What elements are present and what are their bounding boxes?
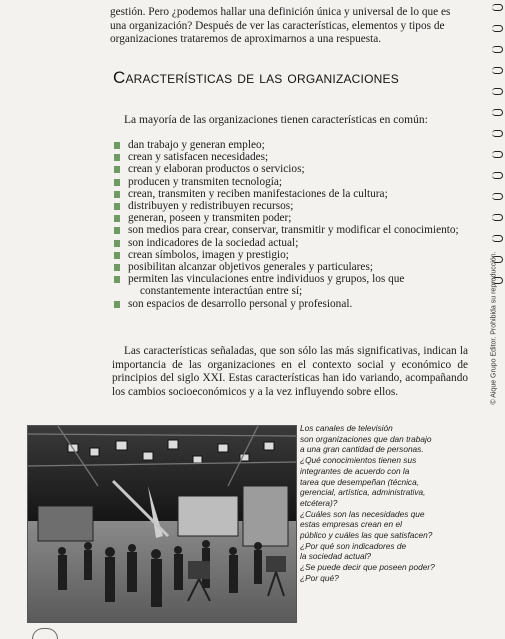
characteristic-item	[112, 261, 472, 273]
characteristic-item	[112, 212, 472, 224]
characteristic-text-continued: constantemente interactúan entre sí;	[140, 285, 303, 298]
bullet-square-icon	[114, 179, 120, 186]
characteristic-item	[112, 200, 472, 212]
caption-line: integrantes de acuerdo con la	[300, 465, 410, 476]
characteristic-text: crean y elaboran productos o servicios;	[128, 163, 305, 176]
binding-ring	[492, 214, 503, 221]
bullet-square-icon	[114, 252, 120, 259]
studio-photo-illustration	[28, 426, 296, 622]
characteristic-text: crean, transmiten y reciben manifestaciones de la cultura;	[128, 187, 388, 200]
television-studio-photo	[27, 425, 297, 623]
characteristic-item	[112, 249, 472, 261]
binding-ring	[492, 67, 503, 74]
characteristic-item	[112, 139, 472, 151]
characteristics-list	[112, 139, 472, 310]
binding-ring	[492, 172, 503, 179]
binding-ring	[492, 88, 503, 95]
characteristic-text: producen y transmiten tecnología;	[128, 175, 283, 188]
closing-paragraph: Las características señaladas, que son sólo las más significativas, indican la importancia de las organizaciones en el contexto social y económico de principios del siglo XXI. Estas características han ido variando, acompañando los cambios socioeconómicos y a la vez influyendo sobre ellos.	[112, 345, 468, 398]
copyright-text: © Aique Grupo Editor. Prohibida su reproducción.	[490, 250, 498, 405]
bullet-square-icon	[114, 191, 120, 198]
binding-ring	[492, 151, 503, 158]
characteristic-text: son espacios de desarrollo personal y profesional.	[128, 297, 353, 310]
binding-ring	[492, 130, 503, 137]
characteristic-text: son indicadores de la sociedad actual;	[128, 236, 299, 249]
section-heading: Características de las organizaciones	[113, 68, 399, 87]
bullet-square-icon	[114, 166, 120, 173]
bullet-square-icon	[114, 227, 120, 234]
characteristic-text: crean y satisfacen necesidades;	[128, 151, 269, 164]
characteristic-text: generan, poseen y transmiten poder;	[128, 212, 292, 225]
caption-line: gerencial, artística, administrativa,	[300, 487, 426, 498]
characteristic-text: posibilitan alcanzar objetivos generales y particulares;	[128, 261, 373, 274]
bullet-square-icon	[114, 264, 120, 271]
bullet-square-icon	[114, 215, 120, 222]
characteristic-text: distribuyen y redistribuyen recursos;	[128, 200, 294, 213]
caption-line: ¿Qué conocimientos tienen sus	[300, 455, 417, 466]
caption-line: son organizaciones que dan trabajo	[300, 433, 432, 444]
bullet-square-icon	[114, 240, 120, 247]
binding-ring	[492, 193, 503, 200]
bullet-square-icon	[114, 154, 120, 161]
lead-sentence: La mayoría de las organizaciones tienen características en común:	[124, 114, 428, 126]
characteristic-item	[112, 188, 472, 200]
intro-paragraph: gestión. Pero ¿podemos hallar una definición única y universal de lo que es una organización? Después de ver las características, elementos y tipos de organizaciones trataremos de aproximarnos a una respuesta.	[110, 6, 451, 46]
characteristic-item	[112, 273, 472, 297]
characteristic-text: son medios para crear, conservar, transmitir y modificar el conocimiento;	[128, 224, 459, 237]
bullet-square-icon	[114, 142, 120, 149]
characteristic-item	[112, 151, 472, 163]
caption-line: ¿Se puede decir que poseen poder?	[300, 562, 435, 573]
binding-ring	[492, 46, 503, 53]
copyright-side-note	[487, 225, 501, 430]
binding-ring	[492, 4, 503, 11]
bullet-square-icon	[114, 276, 120, 283]
characteristic-text: dan trabajo y generan empleo;	[128, 139, 265, 151]
caption-line: ¿Por qué?	[300, 572, 339, 583]
caption-line: ¿Cuáles son las necesidades que	[300, 508, 425, 519]
characteristic-item	[112, 224, 472, 236]
characteristic-item	[112, 237, 472, 249]
caption-line: a una gran cantidad de personas.	[300, 444, 424, 455]
characteristic-item	[112, 298, 472, 310]
bullet-square-icon	[114, 301, 120, 308]
page-corner-mark	[32, 628, 58, 639]
caption-line: ¿Por qué son indicadores de	[300, 540, 407, 551]
characteristic-item	[112, 163, 472, 175]
characteristic-item	[112, 176, 472, 188]
characteristic-text: crean símbolos, imagen y prestigio;	[128, 248, 289, 261]
caption-line: etcétera)?	[300, 497, 338, 508]
caption-line: público y cuáles las que satisfacen?	[300, 530, 433, 541]
caption-line: la sociedad actual?	[300, 551, 372, 562]
photo-caption	[300, 423, 450, 584]
binding-ring	[492, 25, 503, 32]
caption-line: Los canales de televisión	[300, 423, 393, 433]
binding-ring	[492, 109, 503, 116]
bullet-square-icon	[114, 203, 120, 210]
caption-line: estas empresas crean en el	[300, 519, 402, 530]
caption-line: tarea que desempeñan (técnica,	[300, 476, 420, 487]
characteristic-text: permiten las vinculaciones entre individuos y grupos, los que	[128, 273, 405, 286]
